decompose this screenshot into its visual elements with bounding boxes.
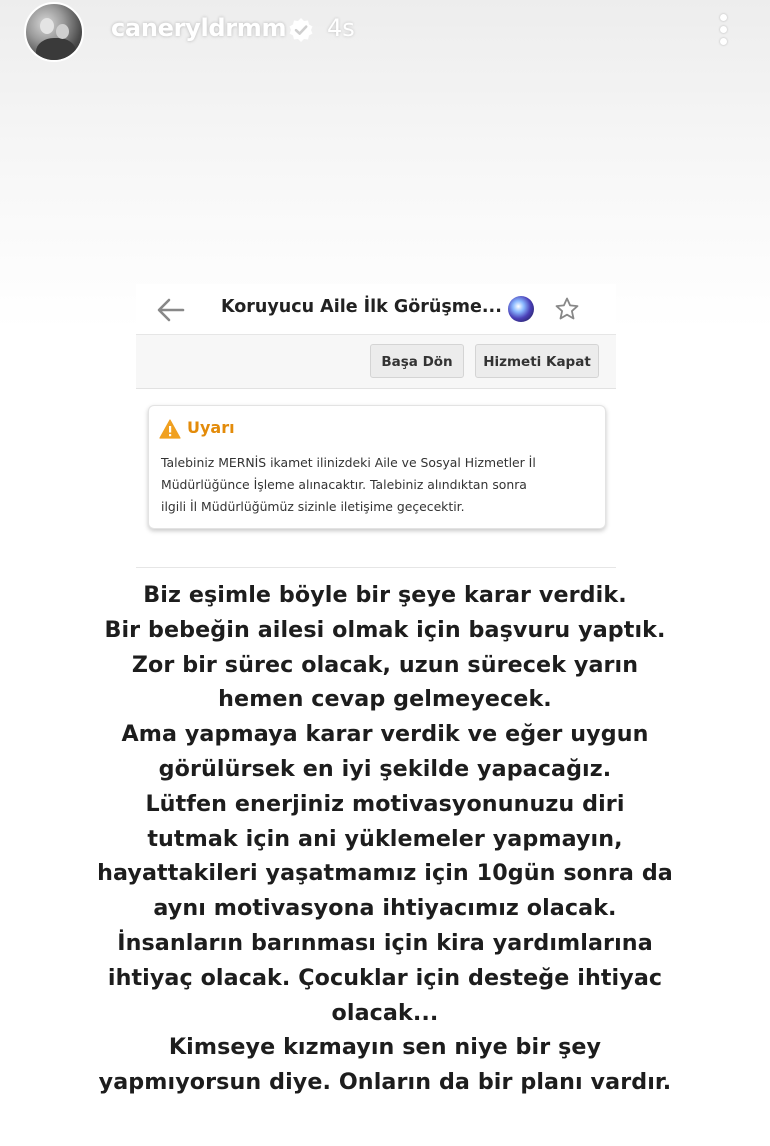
alert-title: Uyarı [187,418,235,437]
verified-badge-icon [288,17,314,43]
story-header [0,0,770,64]
message-line: Zor bir sürec olacak, uzun sürecek yarın [131,651,639,678]
story-message [70,578,700,1100]
alert-message [161,452,601,518]
alert-line: ilgili İl Müdürlüğümüz sizinle iletişime geçecektir. [161,499,465,514]
warning-alert [148,405,606,529]
siri-icon [508,296,534,322]
message-line: olacak... [331,999,439,1026]
message-line: hemen cevap gelmeyecek. [218,686,552,713]
message-line: yapmıyorsun diye. Onların da bir planı vardır. [98,1069,672,1096]
back-arrow-icon [156,297,186,323]
alert-line: Müdürlüğünce İşleme alınacaktır. Talebiniz alındıktan sonra [161,477,527,492]
message-line: İnsanların barınması için kira yardımlarına [117,929,653,956]
divider [136,567,616,568]
avatar[interactable] [24,2,84,62]
screenshot-page-title: Koruyucu Aile İlk Görüşme... [221,297,502,317]
screenshot-title-bar [136,284,616,335]
message-line: ihtiyaç olacak. Çocuklar için desteğe ihtiyac [107,964,663,991]
message-line: Ama yapmaya karar verdik ve eğer uygun [121,721,649,748]
embedded-screenshot [136,284,616,572]
message-line: hayattakileri yaşatmamız için 10gün sonra da [97,860,673,887]
message-line: Biz eşimle böyle bir şeye karar verdik. [143,582,627,608]
home-button[interactable]: Başa Dön [370,344,464,378]
screenshot-toolbar [136,335,616,389]
message-line: Kimseye kızmayın sen niye bir şey [168,1034,602,1061]
close-service-button[interactable]: Hizmeti Kapat [475,344,599,378]
star-icon [554,296,580,322]
message-line: Lütfen enerjiniz motivasyonunuzu diri [145,790,625,817]
username[interactable]: caneryldrmm [111,14,287,42]
message-line: Bir bebeğin ailesi olmak için başvuru yaptık. [104,616,666,643]
warning-icon [159,419,181,439]
more-options-icon[interactable] [712,12,734,48]
alert-line: Talebiniz MERNİS ikamet ilinizdeki Aile ve Sosyal Hizmetler İl [161,455,536,470]
message-line: aynı motivasyona ihtiyacımız olacak. [153,895,617,922]
story-timestamp: 4s [327,14,355,42]
message-line: tutmak için ani yüklemeler yapmayın, [147,825,623,852]
message-line: görülürsek en iyi şekilde yapacağız. [158,755,612,782]
